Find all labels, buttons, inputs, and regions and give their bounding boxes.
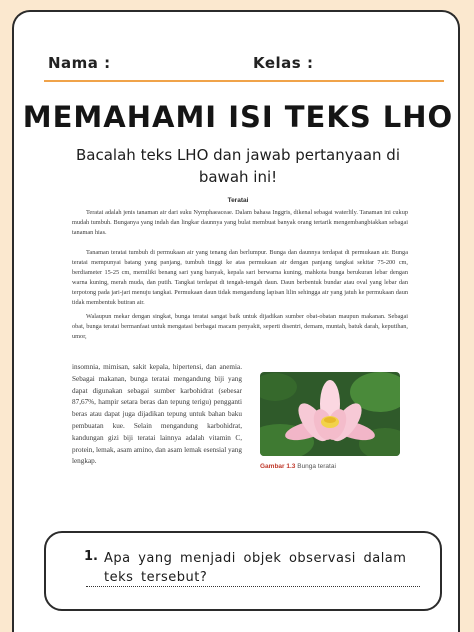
- question-text: Apa yang menjadi objek observasi dalam teks tersebut?: [104, 551, 407, 585]
- question-number: 1.: [84, 549, 98, 564]
- kelas-label: Kelas :: [253, 54, 314, 72]
- answer-line[interactable]: [86, 586, 420, 587]
- article-paragraph-2: Tanaman teratai tumbuh di permukaan air yang tenang dan berlumpur. Bunga dan daunnya terdapat di permukaan air. Bunga teratai mempunyai batang yang panjang, tumbuh tinggi ke atas permukaan air dengan panjang tangkai sekitar 75-200 cm, berdiameter 15-25 cm, memiliki benang sari yang banyak, kepala sari berwarna kuning, mahkota bunga berukuran lebar dengan warna kuning, merah muda, dan putih. Tangkai terdapat di tengah-tengah daun. Daun berbentuk bundar atau oval yang lebar dan terpotong pada jari-jari menuju tangkai. Permukaan daun tidak mengandung lapisan lilin sehingga air yang jatuh ke permukaan daun tidak membentuk butiran air.: [72, 249, 408, 307]
- lotus-flower-icon: [260, 372, 400, 456]
- article-paragraph-3: Walaupun mekar dengan singkat, bunga teratai sangat baik untuk dijadikan sumber obat-obatan maupun makanan. Sebagai obat, bunga teratai bermanfaat untuk mengatasi berbagai macam penyakit, seperti disentri, demam, muntah, batuk darah, keputihan, umor,: [72, 313, 408, 341]
- article-paragraph-4: insomnia, mimisan, sakit kepala, hipertensi, dan anemia. Sebagai makanan, bunga teratai mengandung biji yang dapat digunakan sebagai sumber karbohidrat (sebesar 87,67%, hampir setara beras dan tepung terigu) pengganti beras atau dapat juga dijadikan tepung untuk bahan baku pembuatan kue. Selain mengandung karbohidrat, kandungan gizi biji teratai lainnya adalah vitamin C, protein, lemak, asam amino, dan asam lemak esensial yang lengkap.: [72, 363, 242, 466]
- article-title: Teratai: [227, 197, 249, 204]
- instruction-text: Bacalah teks LHO dan jawab pertanyaan di bawah ini!: [76, 146, 400, 186]
- question-box: [44, 531, 442, 611]
- caption-text: Bunga teratai: [295, 463, 336, 470]
- lotus-flower-image: [260, 372, 400, 456]
- caption-number: Gambar 1.3: [260, 463, 296, 470]
- image-caption: [260, 462, 336, 472]
- student-info-row: [48, 54, 424, 74]
- article-paragraph-1: Teratai adalah jenis tanaman air dari suku Nymphaeaceae. Dalam bahasa Inggris, dikenal sebagai waterlily. Tanaman ini cukup mudah tumbuh. Bunganya yang indah dan lingkar daunnya yang bulat membuat banyak orang tertarik mengembangbiakkan sebagai tanaman hias.: [72, 209, 408, 237]
- article-scan: [66, 196, 410, 508]
- header-divider: [44, 80, 444, 82]
- page-title: MEMAHAMI ISI TEKS LHO: [22, 100, 454, 134]
- worksheet: [12, 10, 460, 632]
- nama-label: Nama :: [48, 54, 111, 72]
